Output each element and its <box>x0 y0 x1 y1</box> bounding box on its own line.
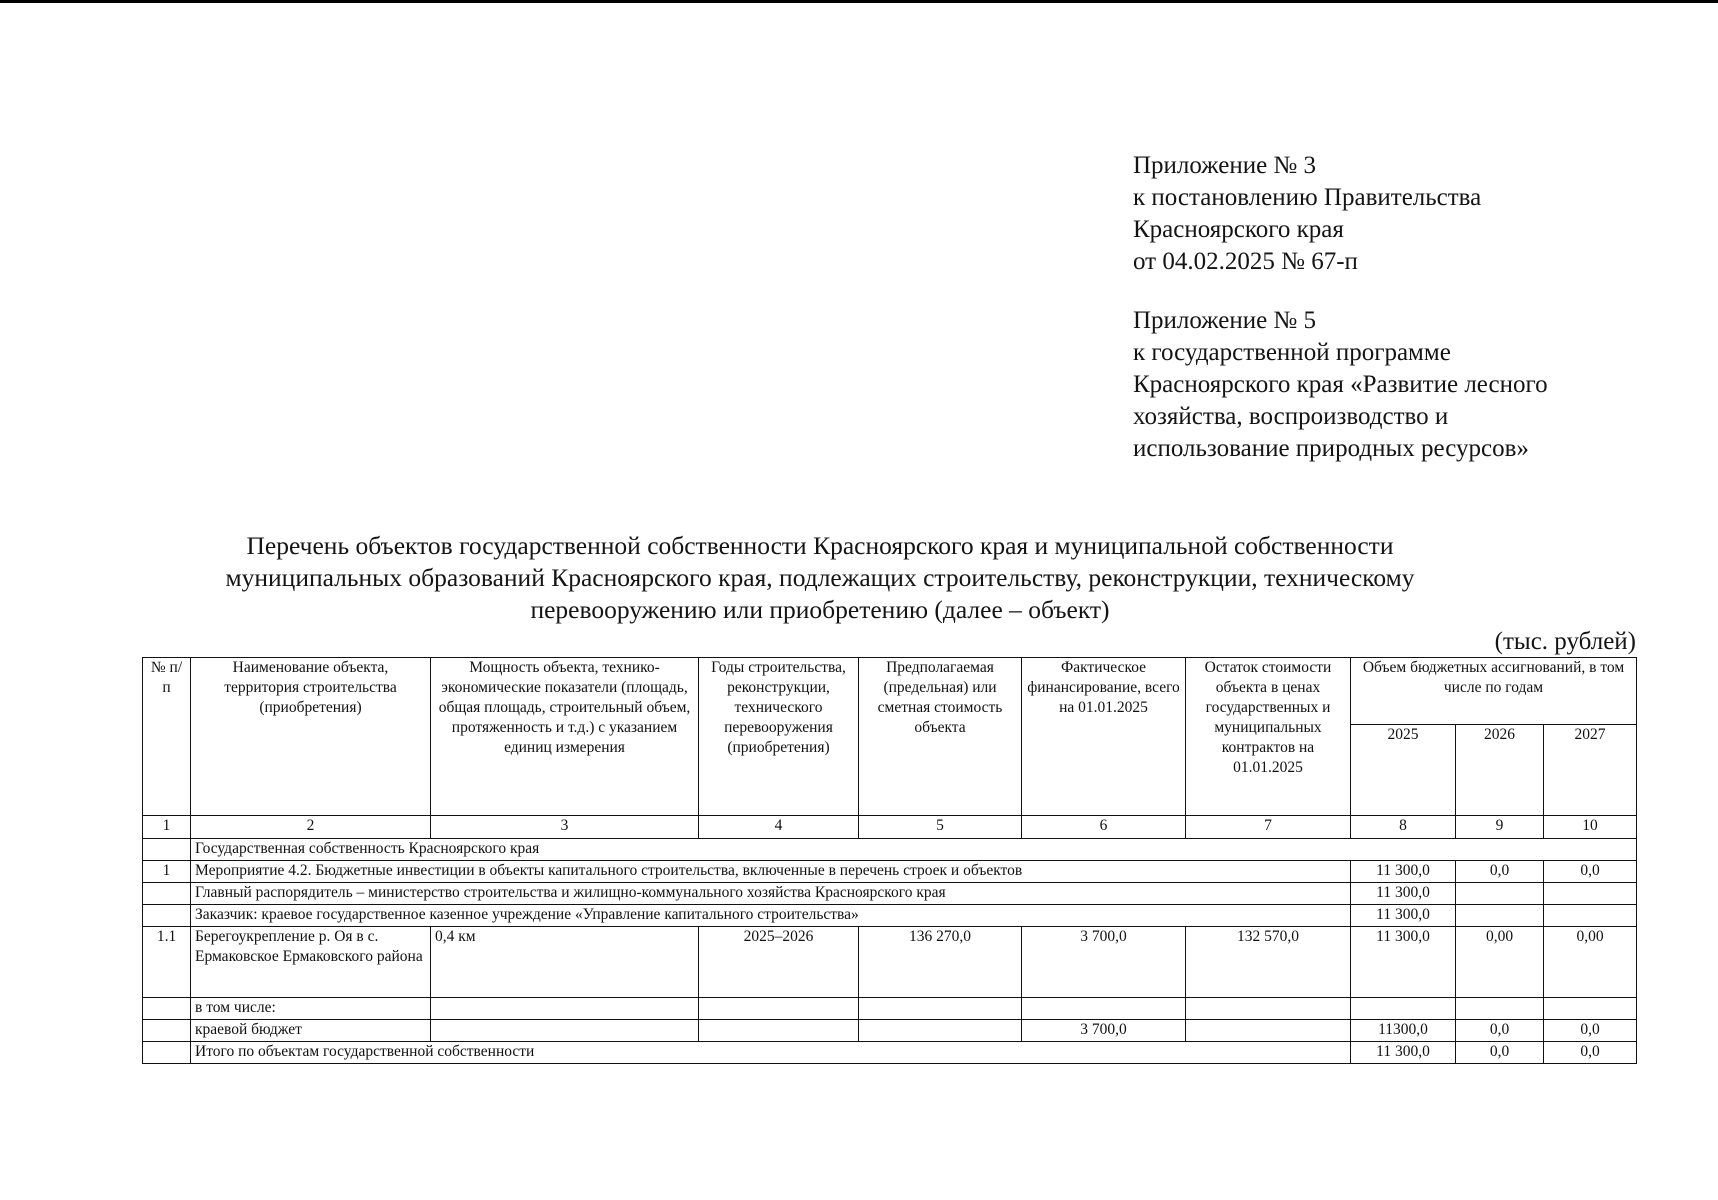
empty-cell <box>699 1020 859 1042</box>
appendix-line: Приложение № 5 <box>1133 307 1317 334</box>
col-number: 9 <box>1456 816 1544 839</box>
header-cost: Предполагаемая (предельная) или сметная стоимость объекта <box>859 658 1022 816</box>
empty-cell <box>431 998 699 1020</box>
top-border-line <box>0 0 1718 3</box>
header-2025: 2025 <box>1351 725 1456 816</box>
section-state-property: Государственная собственность Красноярского края <box>191 839 1637 861</box>
appendix-3-header <box>1133 150 1481 278</box>
table-row-total <box>143 1042 1637 1064</box>
empty-cell <box>1456 998 1544 1020</box>
header-name: Наименование объекта, территория строительства (приобретения) <box>191 658 431 816</box>
measure-2027: 0,0 <box>1544 861 1637 883</box>
header-remainder: Остаток стоимости объекта в ценах государственных и муниципальных контрактов на 01.01.2025 <box>1186 658 1351 816</box>
object-2027: 0,00 <box>1544 927 1637 998</box>
empty-cell <box>1544 883 1637 905</box>
table-row-regional-budget <box>143 1020 1637 1042</box>
col-number: 6 <box>1022 816 1186 839</box>
measure-2026: 0,0 <box>1456 861 1544 883</box>
col-number: 4 <box>699 816 859 839</box>
empty-cell <box>143 998 191 1020</box>
empty-cell <box>143 1020 191 1042</box>
col-number: 10 <box>1544 816 1637 839</box>
empty-cell <box>859 998 1022 1020</box>
empty-cell <box>1186 998 1351 1020</box>
main-manager-text: Главный распорядитель – министерство строительства и жилищно-коммунального хозяйства Красноярского края <box>191 883 1351 905</box>
regional-budget-actual: 3 700,0 <box>1022 1020 1186 1042</box>
col-number: 2 <box>191 816 431 839</box>
empty-cell <box>1351 998 1456 1020</box>
regional-budget-label: краевой бюджет <box>191 1020 431 1042</box>
table-header-row <box>143 658 1637 725</box>
table-row-object <box>143 927 1637 998</box>
appendix-line: к постановлению Правительства <box>1133 184 1482 211</box>
appendix-line: к государственной программе <box>1133 339 1451 366</box>
empty-cell <box>859 1020 1022 1042</box>
objects-table <box>142 657 1637 1064</box>
header-num: № п/п <box>143 658 191 816</box>
empty-cell <box>143 1042 191 1064</box>
empty-cell <box>1456 905 1544 927</box>
customer-text: Заказчик: краевое государственное казенное учреждение «Управление капитального строительства» <box>191 905 1351 927</box>
regional-budget-2026: 0,0 <box>1456 1020 1544 1042</box>
object-remainder: 132 570,0 <box>1186 927 1351 998</box>
table-row-measure <box>143 861 1637 883</box>
object-2026: 0,00 <box>1456 927 1544 998</box>
document-title <box>130 530 1510 626</box>
header-2026: 2026 <box>1456 725 1544 816</box>
title-line: муниципальных образований Красноярского края, подлежащих строительству, реконструкции, техническому <box>225 563 1415 592</box>
measure-2025: 11 300,0 <box>1351 861 1456 883</box>
empty-cell <box>1022 998 1186 1020</box>
total-2026: 0,0 <box>1456 1042 1544 1064</box>
empty-cell <box>143 883 191 905</box>
col-number: 3 <box>431 816 699 839</box>
empty-cell <box>143 839 191 861</box>
customer-2025: 11 300,0 <box>1351 905 1456 927</box>
col-number: 8 <box>1351 816 1456 839</box>
object-num: 1.1 <box>143 927 191 998</box>
title-line: перевооружению или приобретению (далее – объект) <box>530 595 1110 624</box>
appendix-5-header <box>1133 305 1548 465</box>
empty-cell <box>699 998 859 1020</box>
appendix-line: Приложение № 3 <box>1133 152 1317 179</box>
total-text: Итого по объектам государственной собственности <box>191 1042 1351 1064</box>
col-number: 1 <box>143 816 191 839</box>
empty-cell <box>1456 883 1544 905</box>
table-row-main-manager <box>143 883 1637 905</box>
empty-cell <box>431 1020 699 1042</box>
regional-budget-2025: 11300,0 <box>1351 1020 1456 1042</box>
appendix-line: использование природных ресурсов» <box>1133 435 1529 462</box>
total-2025: 11 300,0 <box>1351 1042 1456 1064</box>
total-2027: 0,0 <box>1544 1042 1637 1064</box>
measure-num: 1 <box>143 861 191 883</box>
object-years: 2025–2026 <box>699 927 859 998</box>
title-line: Перечень объектов государственной собственности Красноярского края и муниципальной собственности <box>246 531 1394 560</box>
header-years: Годы строительства, реконструкции, технического перевооружения (приобретения) <box>699 658 859 816</box>
object-actual: 3 700,0 <box>1022 927 1186 998</box>
table-row-including <box>143 998 1637 1020</box>
measure-text: Мероприятие 4.2. Бюджетные инвестиции в объекты капитального строительства, включенные в перечень строек и объектов <box>191 861 1351 883</box>
object-2025: 11 300,0 <box>1351 927 1456 998</box>
appendix-line: Красноярского края <box>1133 216 1344 243</box>
regional-budget-2027: 0,0 <box>1544 1020 1637 1042</box>
including-label: в том числе: <box>191 998 431 1020</box>
empty-cell <box>1186 1020 1351 1042</box>
col-number: 7 <box>1186 816 1351 839</box>
object-name: Берегоукрепление р. Оя в с. Ермаковское Ермаковского района <box>191 927 431 998</box>
header-2027: 2027 <box>1544 725 1637 816</box>
header-budget: Объем бюджетных ассигнований, в том числе по годам <box>1351 658 1637 725</box>
table-row-section <box>143 839 1637 861</box>
col-number: 5 <box>859 816 1022 839</box>
empty-cell <box>1544 905 1637 927</box>
empty-cell <box>143 905 191 927</box>
appendix-line: от 04.02.2025 № 67-п <box>1133 248 1358 275</box>
object-cost: 136 270,0 <box>859 927 1022 998</box>
appendix-line: хозяйства, воспроизводство и <box>1133 403 1449 430</box>
units-label: (тыс. рублей) <box>1494 628 1636 655</box>
header-actual: Фактическое финансирование, всего на 01.01.2025 <box>1022 658 1186 816</box>
empty-cell <box>1544 998 1637 1020</box>
header-capacity: Мощность объекта, технико-экономические показатели (площадь, общая площадь, строительный объем, протяженность и т.д.) с указанием единиц измерения <box>431 658 699 816</box>
object-capacity: 0,4 км <box>431 927 699 998</box>
main-manager-2025: 11 300,0 <box>1351 883 1456 905</box>
table-row-customer <box>143 905 1637 927</box>
column-numbers-row <box>143 816 1637 839</box>
appendix-line: Красноярского края «Развитие лесного <box>1133 371 1548 398</box>
